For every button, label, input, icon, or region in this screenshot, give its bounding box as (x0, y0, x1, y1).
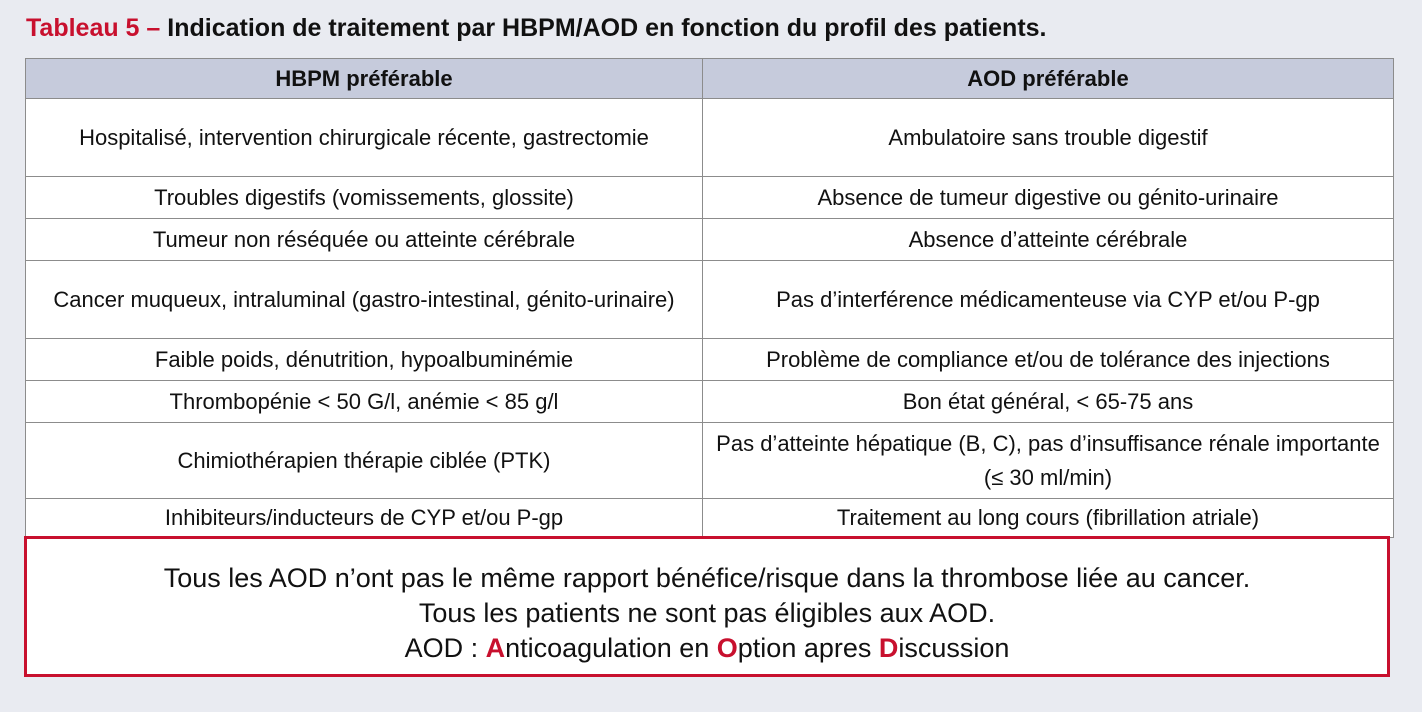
cell-hbpm: Tumeur non réséquée ou atteinte cérébrale (26, 219, 703, 261)
table-row (26, 499, 1394, 538)
note-line-2: Tous les patients ne sont pas éligibles aux AOD. (418, 598, 996, 628)
acronym-initial: A (485, 633, 506, 663)
cell-aod: Absence de tumeur digestive ou génito-urinaire (703, 177, 1394, 219)
acronym-initial: D (878, 633, 899, 663)
acronym-prefix: AOD : (404, 633, 486, 663)
acronym-word: nticoagulation en (505, 633, 717, 663)
table-row (26, 423, 1394, 499)
key-message-box (24, 536, 1390, 677)
acronym-initial: O (716, 633, 738, 663)
title-dash: – (146, 14, 161, 42)
note-line-3 (27, 631, 1387, 666)
cell-hbpm: Troubles digestifs (vomissements, glossite) (26, 177, 703, 219)
acronym-word: ption apres (737, 633, 879, 663)
header-hbpm: HBPM préférable (26, 59, 703, 99)
table-number: Tableau 5 (26, 14, 140, 42)
cell-aod: Ambulatoire sans trouble digestif (703, 99, 1394, 177)
cell-aod: Pas d’atteinte hépatique (B, C), pas d’insuffisance rénale importante (≤ 30 ml/min) (703, 423, 1394, 499)
indication-table (25, 58, 1394, 538)
cell-aod: Bon état général, < 65-75 ans (703, 381, 1394, 423)
cell-hbpm: Faible poids, dénutrition, hypoalbuminémie (26, 339, 703, 381)
table-row (26, 339, 1394, 381)
cell-aod: Traitement au long cours (fibrillation atriale) (703, 499, 1394, 538)
title-text: Indication de traitement par HBPM/AOD en fonction du profil des patients. (167, 14, 1047, 42)
table-row (26, 177, 1394, 219)
cell-hbpm: Inhibiteurs/inducteurs de CYP et/ou P-gp (26, 499, 703, 538)
note-line-1: Tous les AOD n’ont pas le même rapport bénéfice/risque dans la thrombose liée au cancer. (163, 563, 1251, 593)
cell-aod: Absence d’atteinte cérébrale (703, 219, 1394, 261)
cell-hbpm: Chimiothérapien thérapie ciblée (PTK) (26, 423, 703, 499)
table-row (26, 261, 1394, 339)
cell-aod: Pas d’interférence médicamenteuse via CYP et/ou P-gp (703, 261, 1394, 339)
table-row (26, 219, 1394, 261)
cell-hbpm: Hospitalisé, intervention chirurgicale récente, gastrectomie (26, 99, 703, 177)
cell-hbpm: Cancer muqueux, intraluminal (gastro-intestinal, génito-urinaire) (26, 261, 703, 339)
header-aod: AOD préférable (703, 59, 1394, 99)
cell-aod: Problème de compliance et/ou de tolérance des injections (703, 339, 1394, 381)
cell-hbpm: Thrombopénie < 50 G/l, anémie < 85 g/l (26, 381, 703, 423)
table-row (26, 381, 1394, 423)
table-row (26, 99, 1394, 177)
table-title (26, 12, 1047, 44)
table-header-row (26, 59, 1394, 99)
acronym-word: iscussion (898, 633, 1010, 663)
